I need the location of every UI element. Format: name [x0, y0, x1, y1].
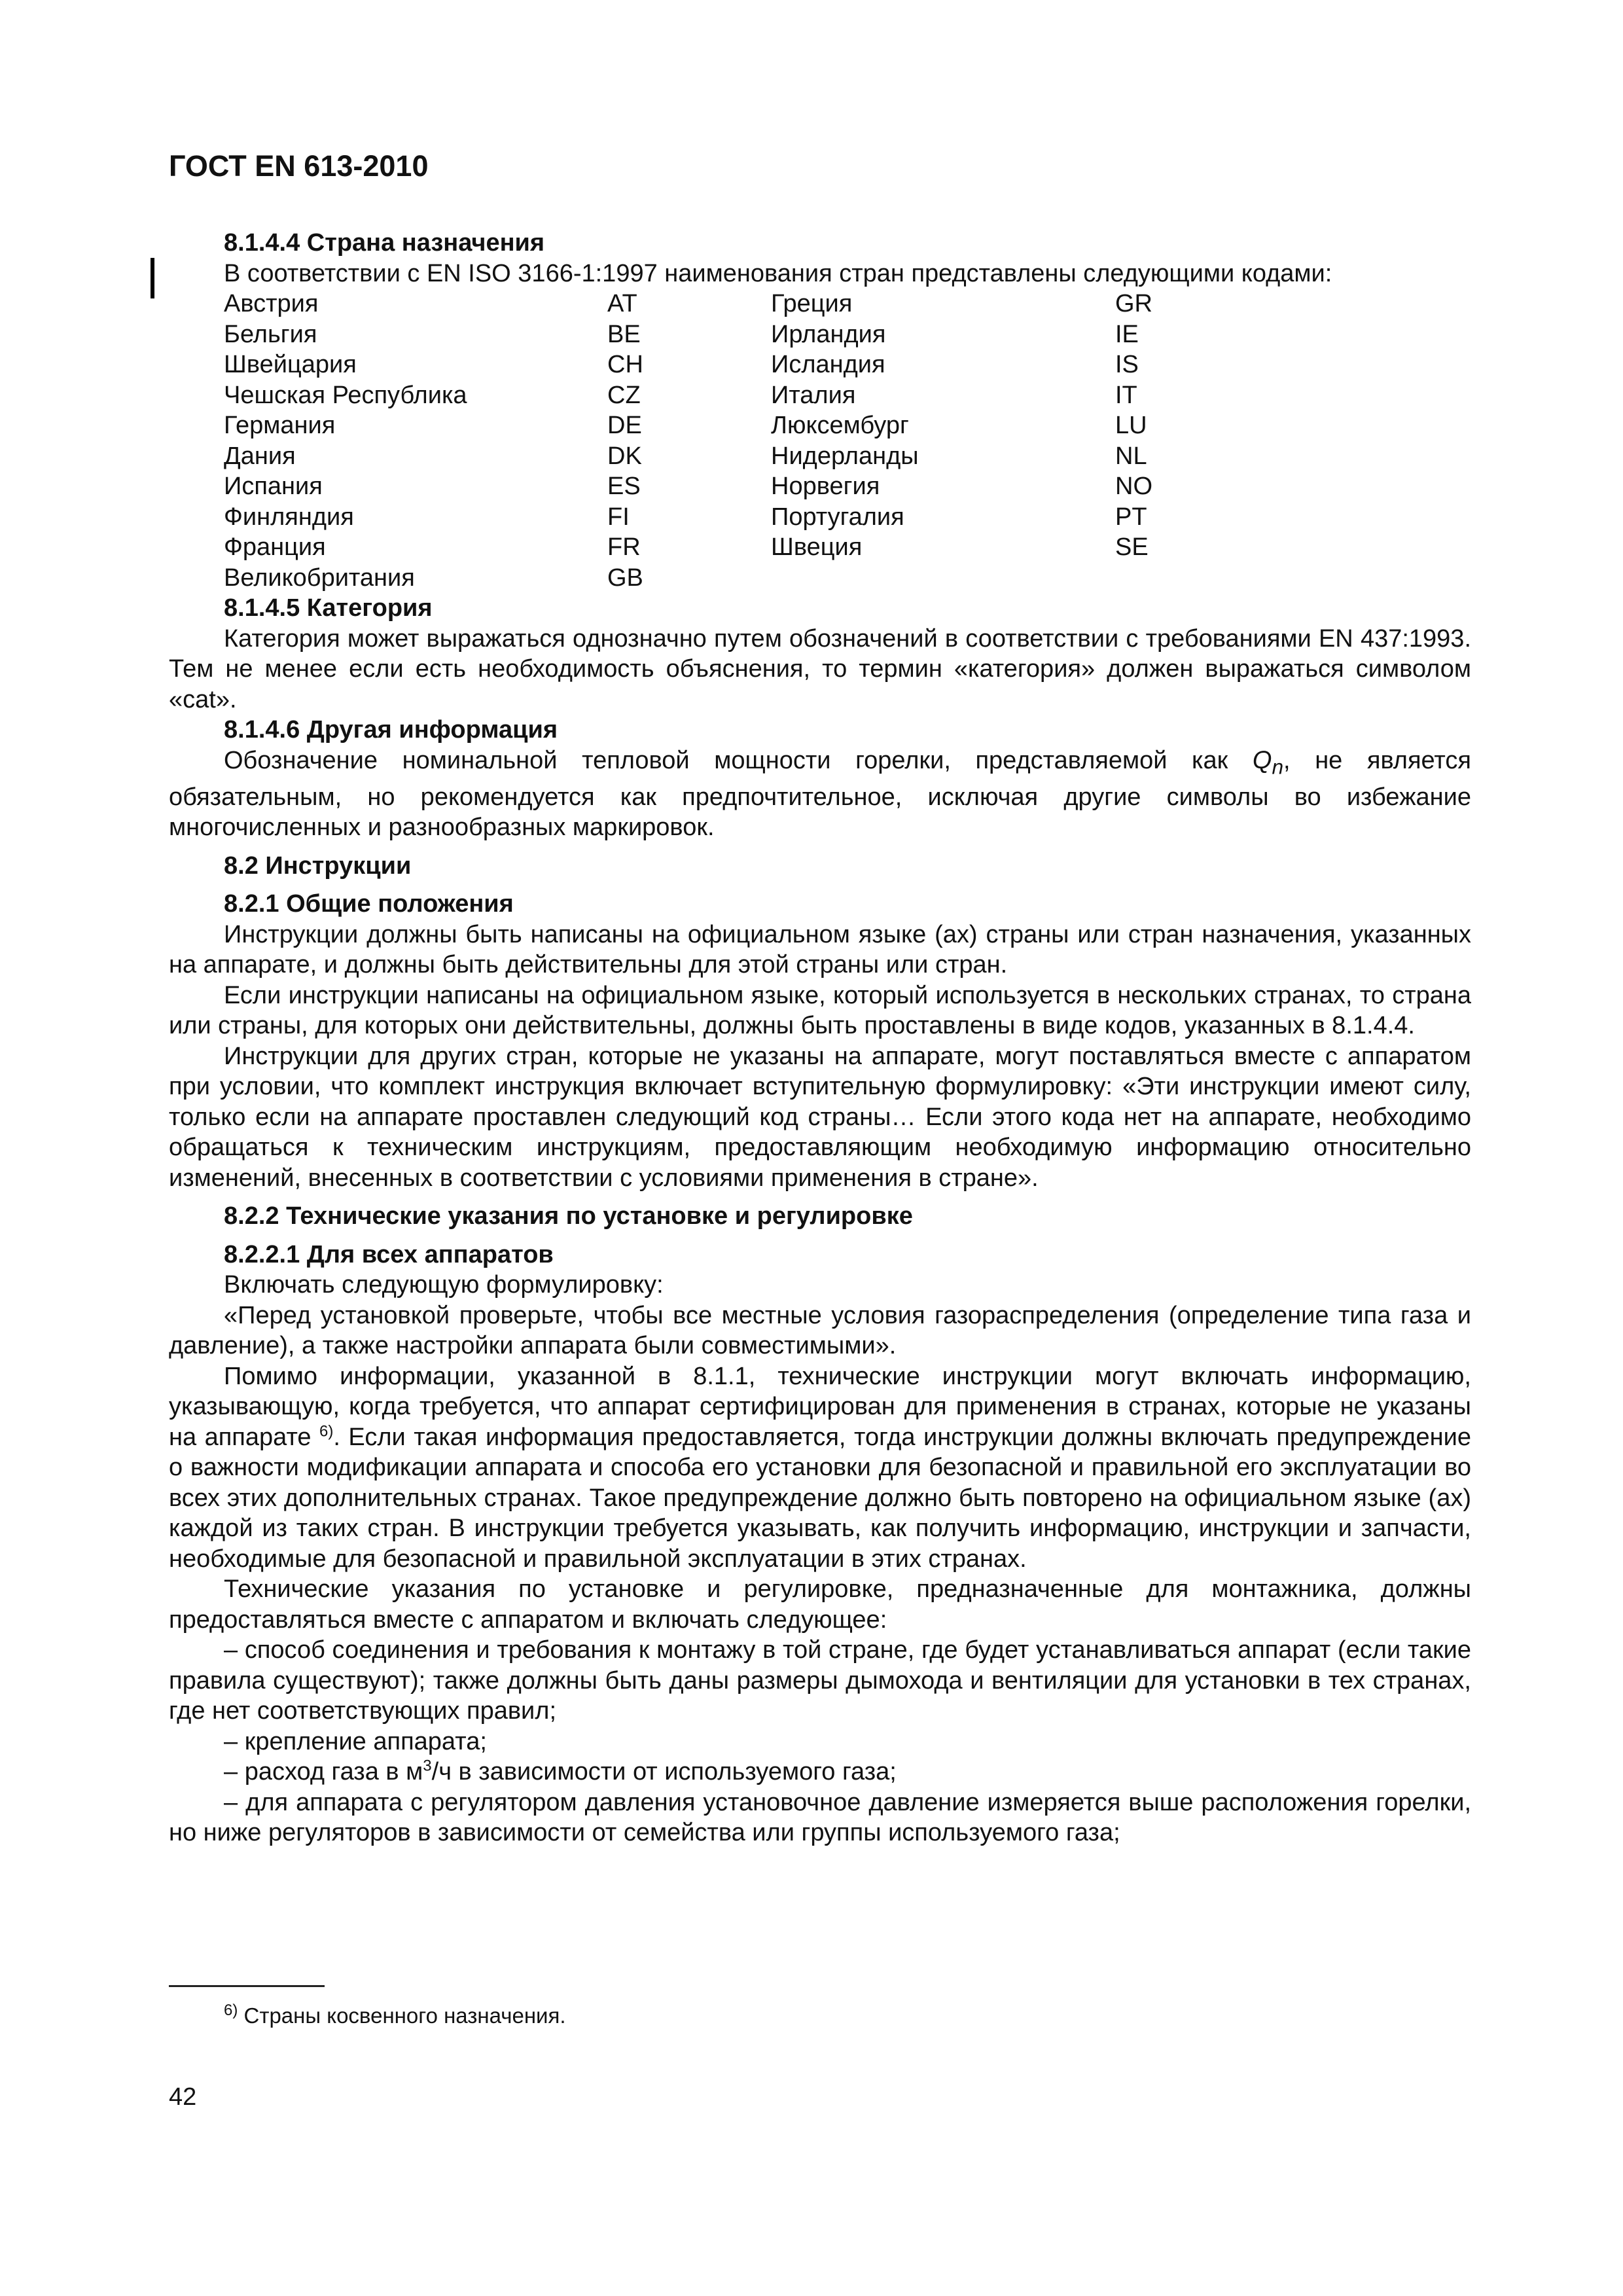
country-code: DK: [607, 442, 642, 470]
text-run: . Если такая информация предоставляется, тогда инструкции должны включать предупреждение о важности модификации аппарата и способа его установки для безопасной и правильной его эксплуатации во всех этих дополнительных странах. Такое предупреждение должно быть повторено на официальном языке (ах) каждой из таких стран. В инструкции требуется указывать, как получить информацию, инструкции и запчасти, необходимые для безопасной и правильной эксплуатации в этих странах.: [169, 1423, 1472, 1573]
country-code: FR: [607, 533, 641, 561]
country-name: Финляндия: [224, 503, 354, 531]
paragraph: Инструкции должны быть написаны на официальном языке (ах) страны или стран назначения, указанных на аппарате, и должны быть действительны для этой страны или стран.: [169, 920, 1471, 979]
heading-8-2: 8.2 Инструкции: [224, 852, 412, 880]
paragraph: Включать следующую формулировку:: [224, 1271, 664, 1299]
paragraph: [169, 745, 1471, 843]
text-run: Помимо информации, указанной в 8.1.1, технические инструкции могут включать информацию, указывающую, когда требуется, что аппарат сертифицирован для применения в странах, которые не указаны на аппарате: [169, 1362, 1471, 1451]
country-name: Португалия: [771, 503, 904, 531]
country-code: DE: [607, 412, 642, 439]
country-name: Исландия: [771, 351, 885, 378]
country-code: FI: [607, 503, 630, 531]
heading-8-2-1: 8.2.1 Общие положения: [224, 890, 514, 918]
country-name: Швейцария: [224, 351, 357, 378]
footnote-ref[interactable]: 6): [319, 1422, 334, 1440]
footnote-text: Страны косвенного назначения.: [238, 2003, 566, 2028]
text-run: /ч в зависимости от используемого газа;: [431, 1758, 897, 1786]
footnote-divider: [169, 1985, 325, 1987]
country-name: Франция: [224, 533, 326, 561]
heading-8-2-2-1: 8.2.2.1 Для всех аппаратов: [224, 1240, 554, 1268]
country-code: SE: [1115, 533, 1149, 561]
country-name: Чешская Республика: [224, 381, 467, 409]
country-name: Великобритания: [224, 564, 415, 592]
country-code: IT: [1115, 381, 1137, 409]
heading-8-2-2: 8.2.2 Технические указания по установке и регулировке: [224, 1202, 913, 1230]
country-name: Германия: [224, 412, 336, 439]
country-codes-table: [224, 289, 1471, 593]
document-code: ГОСТ EN 613-2010: [169, 149, 429, 183]
text-run: – расход газа в м: [224, 1758, 423, 1786]
country-code: PT: [1115, 503, 1147, 531]
country-code: [1115, 563, 1194, 594]
country-code: GR: [1115, 290, 1152, 317]
country-name: [771, 563, 1115, 594]
list-item: – способ соединения и требования к монтажу в той стране, где будет устанавливаться аппарат (если такие правила существуют); также должны быть даны размеры дымохода и вентиляции для установки в тех странах, где нет соответствующих правил;: [169, 1636, 1471, 1725]
paragraph: «Перед установкой проверьте, чтобы все местные условия газораспределения (определение типа газа и давление), а также настройки аппарата были совместимыми».: [169, 1301, 1471, 1360]
country-code: ES: [607, 473, 641, 500]
q-subscript: n: [1272, 755, 1284, 779]
list-item: [169, 1757, 1471, 1787]
list-item: – крепление аппарата;: [224, 1727, 487, 1755]
footnote: [224, 2003, 566, 2029]
country-code: CH: [607, 351, 643, 378]
country-code: BE: [607, 320, 641, 348]
paragraph: [169, 1361, 1471, 1575]
text-run: , не является обязательным, но рекомендуется как предпочтительное, исключая другие символы во избежание многочисленных и разнообразных маркировок.: [169, 746, 1471, 842]
change-bar: [151, 258, 154, 298]
paragraph: Категория может выражаться однозначно путем обозначений в соответствии с требованиями EN 437:1993. Тем не менее если есть необходимость объяснения, то термин «категория» должен выражаться символом «cat».: [169, 624, 1471, 713]
country-name: Бельгия: [224, 320, 317, 348]
document-body: [169, 228, 1471, 1848]
paragraph: Если инструкции написаны на официальном языке, который используется в нескольких странах, то страна или страны, для которых они действительны, должны быть проставлены в виде кодов, указанных в 8.1.4.4.: [169, 981, 1471, 1040]
country-code: NO: [1115, 473, 1152, 500]
text-run: Обозначение номинальной тепловой мощности горелки, представляемой как: [224, 746, 1253, 774]
country-name: Греция: [771, 290, 853, 317]
country-code: AT: [607, 290, 637, 317]
country-name: Австрия: [224, 290, 319, 317]
country-code: NL: [1115, 442, 1147, 470]
country-code: IS: [1115, 351, 1139, 378]
page-number: 42: [169, 2083, 197, 2111]
list-item: – для аппарата с регулятором давления установочное давление измеряется выше расположения горелки, но ниже регуляторов в зависимости от семейства или группы используемого газа;: [169, 1788, 1471, 1847]
country-name: Дания: [224, 442, 296, 470]
country-code: LU: [1115, 412, 1147, 439]
country-code: GB: [607, 564, 643, 592]
q-symbol: Q: [1252, 746, 1272, 774]
country-name: Люксембург: [771, 412, 909, 439]
country-codes-intro: В соответствии с EN ISO 3166-1:1997 наименования стран представлены следующими кодами:: [224, 259, 1332, 287]
country-name: Испания: [224, 473, 323, 500]
heading-8-1-4-4: 8.1.4.4 Страна назначения: [224, 229, 545, 257]
paragraph: Инструкции для других стран, которые не указаны на аппарате, могут поставляться вместе с аппаратом при условии, что комплект инструкция включает вступительную формулировку: «Эти инструкции имеют силу, только если на аппарате проставлен следующий код страны… Если этого кода нет на аппарате, необходимо обращаться к техническим инструкциям, предоставляющим необходимую информацию относительно изменений, внесенных в соответствии с условиями применения в стране».: [169, 1042, 1471, 1192]
country-name: Ирландия: [771, 320, 886, 348]
country-name: Норвегия: [771, 473, 880, 500]
country-code: CZ: [607, 381, 641, 409]
footnote-marker: 6): [224, 2001, 238, 2019]
country-name: Швеция: [771, 533, 863, 561]
heading-8-1-4-5: 8.1.4.5 Категория: [224, 594, 433, 622]
superscript: 3: [423, 1757, 432, 1775]
paragraph: Технические указания по установке и регулировке, предназначенные для монтажника, должны предоставляться вместе с аппаратом и включать следующее:: [169, 1575, 1471, 1634]
country-name: Италия: [771, 381, 856, 409]
country-name: Нидерланды: [771, 442, 919, 470]
country-code: IE: [1115, 320, 1139, 348]
heading-8-1-4-6: 8.1.4.6 Другая информация: [224, 716, 558, 744]
